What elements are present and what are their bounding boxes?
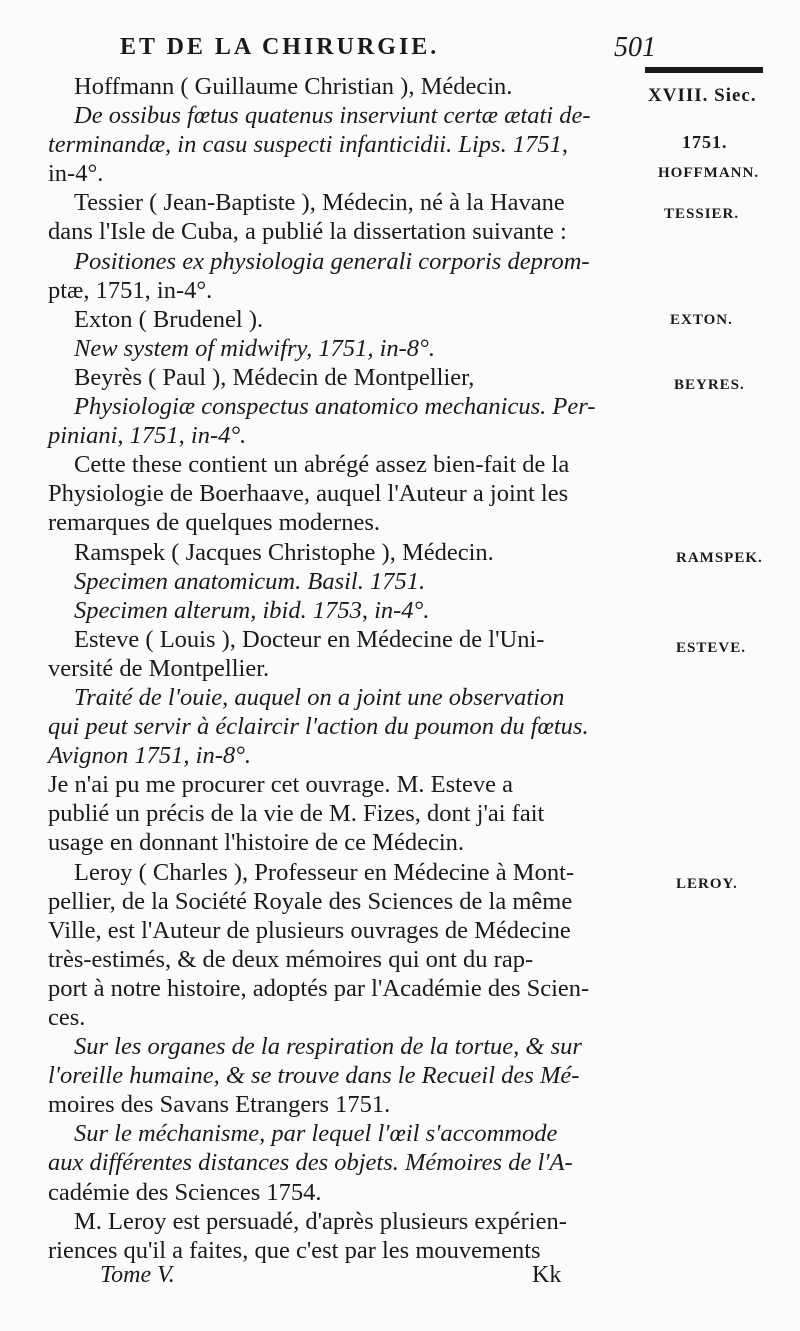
margin-year: 1751. [682, 132, 728, 152]
text-line: usage en donnant l'histoire de ce Médecin. [48, 829, 465, 857]
text-line: cadémie des Sciences 1754. [48, 1178, 322, 1206]
signature-mark: Kk [532, 1262, 562, 1288]
text-line: publié un précis de la vie de M. Fizes, dont j'ai fait [48, 800, 545, 828]
margin-hoffmann: HOFFMANN. [658, 165, 760, 181]
page-number: 501 [614, 32, 656, 63]
margin-leroy: LEROY. [676, 876, 738, 892]
running-head: ET DE LA CHIRURGIE. [120, 34, 440, 60]
text-line: remarques de quelques modernes. [48, 509, 380, 537]
margin-esteve: ESTEVE. [676, 640, 746, 656]
text-line: ptæ, 1751, in-4°. [48, 276, 213, 304]
title-line: Physiologiæ conspectus anatomico mechanicus. Per- [74, 393, 596, 421]
title-line: l'oreille humaine, & se trouve dans le Recueil des Mé- [48, 1062, 580, 1090]
entry-esteve: Esteve ( Louis ), Docteur en Médecine de l'Uni- [74, 625, 545, 653]
text-line: riences qu'il a faites, que c'est par les mouvements [48, 1236, 541, 1264]
entry-ramspek: Ramspek ( Jacques Christophe ), Médecin. [74, 538, 494, 566]
title-line: terminandæ, in casu suspecti infanticidii. Lips. 1751, [48, 131, 568, 159]
margin-tessier: TESSIER. [664, 206, 740, 222]
entry-beyres: Beyrès ( Paul ), Médecin de Montpellier, [74, 363, 475, 391]
text-line: Physiologie de Boerhaave, auquel l'Auteur a joint les [48, 480, 569, 508]
text-line: Cette these contient un abrégé assez bien-fait de la [74, 451, 570, 479]
title-line: qui peut servir à éclaircir l'action du poumon du fœtus. [48, 713, 589, 741]
title-line: Positiones ex physiologia generali corporis deprom- [74, 247, 590, 275]
margin-ramspek: RAMSPEK. [676, 550, 763, 566]
margin-exton: EXTON. [670, 312, 733, 328]
title-line: Traité de l'ouie, auquel on a joint une observation [74, 683, 565, 711]
title-line: Specimen alterum, ibid. 1753, in-4°. [74, 596, 430, 624]
text-line: Je n'ai pu me procurer cet ouvrage. M. Esteve a [48, 771, 513, 799]
margin-rule [645, 67, 763, 73]
title-line: Specimen anatomicum. Basil. 1751. [74, 567, 426, 595]
text-line: dans l'Isle de Cuba, a publié la dissertation suivante : [48, 218, 567, 246]
title-line: Avignon 1751, in-8°. [48, 742, 252, 770]
title-line: Sur les organes de la respiration de la tortue, & sur [74, 1033, 582, 1061]
text-line: in-4°. [48, 160, 104, 188]
margin-beyres: BEYRES. [674, 377, 745, 393]
title-line: New system of midwifry, 1751, in-8°. [74, 334, 435, 362]
title-line: piniani, 1751, in-4°. [48, 422, 247, 450]
title-line: De ossibus fœtus quatenus inserviunt certæ ætati de- [74, 102, 591, 130]
volume-label: Tome V. [100, 1262, 175, 1288]
title-line: Sur le méchanisme, par lequel l'œil s'accommode [74, 1120, 558, 1148]
text-line: pellier, de la Société Royale des Sciences de la même [48, 887, 573, 915]
text-line: Ville, est l'Auteur de plusieurs ouvrages de Médecine [48, 916, 571, 944]
entry-exton: Exton ( Brudenel ). [74, 305, 264, 333]
text-line: très-estimés, & de deux mémoires qui ont du rap- [48, 945, 534, 973]
page-header [120, 34, 660, 66]
text-line: moires des Savans Etrangers 1751. [48, 1091, 391, 1119]
title-line: aux différentes distances des objets. Mémoires de l'A- [48, 1149, 573, 1177]
text-line: M. Leroy est persuadé, d'après plusieurs expérien- [74, 1207, 567, 1235]
margin-century: XVIII. Siec. [648, 85, 757, 106]
text-line: port à notre histoire, adoptés par l'Académie des Scien- [48, 974, 590, 1002]
entry-hoffmann: Hoffmann ( Guillaume Christian ), Médecin. [74, 73, 513, 100]
main-text [48, 72, 648, 1265]
text-line: ces. [48, 1004, 86, 1031]
entry-tessier: Tessier ( Jean-Baptiste ), Médecin, né à la Havane [74, 189, 565, 217]
page-footer [48, 1262, 648, 1294]
text-line: versité de Montpellier. [48, 654, 270, 682]
entry-leroy: Leroy ( Charles ), Professeur en Médecine à Mont- [74, 858, 575, 886]
